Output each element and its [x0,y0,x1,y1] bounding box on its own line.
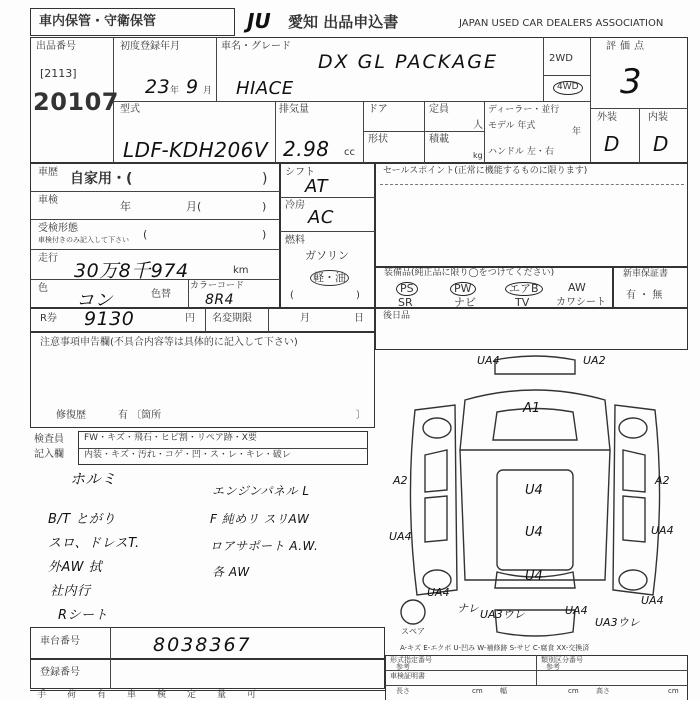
rear-items-label: 後日品 [383,311,411,321]
footer-item-6: 量 [217,690,227,700]
fuel-open: ( [290,290,294,301]
repair-value: 有 〔箇所 [118,410,162,421]
equip-sr: SR [398,296,413,309]
equip-airbag: エアB [505,282,543,296]
model-cert-label2: 類別区分番号 [541,656,583,664]
inspection-close: ) [262,200,267,213]
drive-2wd: 2WD [549,53,573,64]
fuel-value: ガソリン [305,249,349,262]
equip-seat: カワシート [556,297,606,308]
shift-label: シフト [285,167,315,178]
inspector-hand1: ホルミ [70,470,117,488]
reception-label: 受検形態 [38,223,78,234]
interior-label: 内装 [648,112,668,123]
mark-left-a2: A2 [393,474,408,487]
car-name: HIACE [236,78,294,99]
model-value: LDF-KDH206V [123,138,269,162]
inspection-label: 車検 [38,195,58,206]
reg-number-block [30,659,385,689]
equip-aw: AW [568,281,586,294]
warranty-label: 新車保証書 [623,269,669,279]
footer-item-7: 可 [247,690,257,700]
dealer-year-unit: 年 [572,127,582,137]
storage-box [30,8,235,36]
capacity-label: 定員 [429,104,449,115]
hand-line-left-3: 社内行 [50,584,91,599]
hand-line-left-4: Rシート [58,608,109,623]
load-unit: kg [473,151,483,160]
footer-item-1: 荷 [67,690,77,700]
warranty-options: 有 ・ 無 [626,290,663,301]
rating-value: 3 [620,62,643,102]
dimensions-unit-3: cm [668,687,679,695]
model-cert-label1: 形式指定番号 [390,656,432,664]
association-english: JAPAN USED CAR DEALERS ASSOCIATION [459,18,664,29]
history-value: 自家用・( [70,171,133,187]
rear-items-block [375,308,688,350]
mark-rear-nare: ナレ [457,602,479,615]
mileage-label: 走行 [38,253,58,264]
registration-year: 23 [145,76,171,98]
dealer-line2: モデル 年式 [488,121,536,131]
model-label: 型式 [120,104,140,115]
dimensions-label: 車検証明書 [390,672,425,680]
car-name-label: 車名・グレード [221,41,291,52]
mark-front-ua2: UA2 [583,354,606,367]
aircon-value: AC [308,207,334,228]
mark-right-ua4: UA4 [651,524,674,537]
reception-sub: 車検付きのみ記入して下さい [38,236,129,244]
inspector-row2: 内装・キズ・汚れ・コゲ・凹・ス・レ・キレ・破レ [84,450,291,460]
mark-rear-ua4b: UA4 [641,594,664,607]
name-change-day: 日 [354,313,364,324]
inspector-row1: FW・キズ・飛石・ヒビ割・リペア跡・X要 [84,433,257,443]
notes-label: 注意事項申告欄(不具合内容等は具体的に記入して下さい) [40,337,298,348]
recycle-label: R券 [40,313,57,324]
footer-item-0: 手 [37,690,47,700]
hand-line-left-2: 外AW 拭 [48,560,103,575]
footer-item-5: 定 [187,690,197,700]
interior-value: D [653,132,669,156]
reception-open: ( [143,228,148,241]
dealer-line3: ハンドル 左・右 [488,147,554,157]
mark-roof-u4: U4 [525,483,543,498]
footer-item-3: 車 [127,690,137,700]
mileage-unit: km [233,265,249,276]
exterior-value: D [604,132,620,156]
repair-label: 修復歴 [56,410,86,421]
model-cert-note2: 参考 [546,663,560,671]
dimensions-unit-1: cm [472,687,483,695]
color-code-label: カラーコード [190,281,245,291]
equipment-label: 装備品(純正品に限り◯をつけてください) [384,268,555,278]
drive-4wd: 4WD [553,81,583,95]
displacement-unit: cc [344,147,355,158]
equip-tv: TV [515,296,530,309]
mark-right-a2: A2 [655,474,670,487]
name-change-label: 名変期限 [212,313,252,324]
footer-item-2: 有 [97,690,107,700]
reception-close: ) [262,228,267,241]
ju-logo-text: JU [247,9,271,33]
displacement-label: 排気量 [279,104,309,115]
ju-logo [247,10,287,34]
fuel-options: 軽・油 [310,270,349,286]
reg-number-label: 登録番号 [40,667,80,678]
inspector-label1: 検査員 [34,434,64,445]
mark-rear-ua4c: UA4 [565,604,588,617]
hand-line-right-3: 各 AW [212,565,250,579]
name-change-month: 月 [300,313,310,324]
mark-hood-a1: A1 [523,401,541,416]
history-label: 車歴 [38,167,58,178]
capacity-unit: 人 [473,120,483,131]
dealer-line1: ディーラー・並行 [488,105,560,115]
history-close: ) [262,171,268,187]
lot-label: 出品番号 [36,41,76,52]
registration-year-unit: 年 [170,86,180,96]
chassis-value: 8038367 [153,634,252,656]
car-diagram [385,350,688,650]
footer-row [30,690,385,701]
sales-point-block [375,163,688,267]
equip-ps: PS [396,282,418,296]
doors-label: ドア [368,104,388,115]
hand-line-left-0: B/T とがり [48,512,116,527]
hand-line-right-0: エンジンパネル L [212,484,310,498]
dimensions-unit-2: cm [568,687,579,695]
spare-label: スペア [401,627,425,636]
equip-pw: PW [450,282,476,296]
mark-rear-ua3: UA3ウレ [480,608,525,621]
registration-month: 9 [186,76,199,98]
mark-left-ua4: UA4 [389,530,412,543]
dimensions-width: 幅 [500,687,507,695]
load-label: 積載 [429,134,449,145]
mark-roof-u4b: U4 [525,569,543,584]
hand-line-left-1: スロ、ドレスT. [48,536,140,551]
model-cert-note: 参考 [396,663,410,671]
diagram-legend: A-キズ E-エクボ U-凹み W-補修跡 S-サビ C-腐食 XX-交換済 [400,644,590,652]
mark-rear-ua4: UA4 [427,586,450,599]
inspector-label2: 記入欄 [34,449,64,460]
repair-close: 〕 [356,410,366,421]
color-code-value: 8R4 [205,292,235,308]
mark-body-u4: U4 [525,525,543,540]
mark-rear-ua3b: UA3ウレ [595,616,640,629]
sales-point-label: セールスポイント(正常に機能するものに限ります) [383,166,588,176]
shift-value: AT [305,176,328,197]
exterior-label: 外装 [597,112,617,123]
color-value: コン [76,290,113,311]
rating-label: 評価点 [606,41,648,52]
lot-subnumber: [2113] [40,67,77,80]
inspection-month-unit: 月( [186,200,202,213]
color-label: 色 [38,283,48,294]
storage-label: 車内保管・守衛保管 [39,14,157,29]
registration-month-unit: 月 [203,86,213,96]
aircon-label: 冷房 [285,200,305,211]
association-title: 愛知 出品申込書 [288,13,399,31]
fuel-label: 燃料 [285,235,305,246]
hand-line-right-1: F 純めリ スリAW [210,512,310,526]
dimensions-length: 長さ [396,687,410,695]
mileage-value: 30万8千974 [74,260,189,282]
lot-number: 20107 [33,88,119,116]
car-grade: DX GL PACKAGE [318,51,498,73]
hand-line-right-2: ロアサポート A.W. [210,539,319,553]
recycle-unit: 円 [185,313,195,324]
footer-item-4: 検 [157,690,167,700]
recycle-value: 9130 [84,308,135,330]
recycle-row [30,308,375,332]
equip-navi: ナビ [454,296,476,309]
shape-label: 形状 [368,134,388,145]
color-change-label: 色替 [151,289,171,300]
mark-front-ua4: UA4 [477,354,500,367]
inspection-year-unit: 年 [120,200,131,213]
dimensions-height: 高さ [596,687,610,695]
fuel-close: ) [356,290,360,301]
displacement-value: 2.98 [283,137,330,161]
chassis-label: 車台番号 [40,636,80,647]
registration-label: 初度登録年月 [120,41,180,52]
